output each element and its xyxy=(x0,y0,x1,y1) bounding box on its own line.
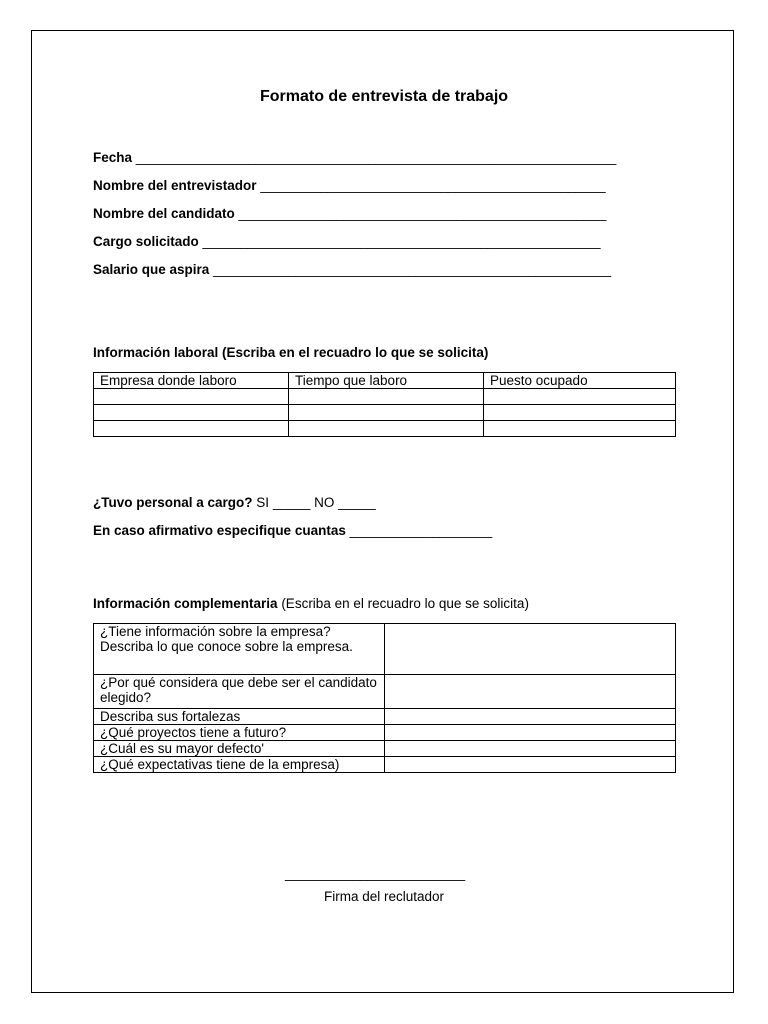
complementary-title xyxy=(93,596,529,611)
candidate-label: Nombre del candidato xyxy=(93,206,235,221)
table-row xyxy=(94,725,676,741)
salary-label: Salario que aspira xyxy=(93,262,210,277)
signature-label: Firma del reclutador xyxy=(323,889,445,904)
work-info-title: Información laboral (Escriba en el recuadro lo que se solicita) xyxy=(93,345,489,360)
page-border xyxy=(31,30,734,993)
staff-yes-label: SI xyxy=(256,495,270,510)
complementary-title-bold: Información complementaria xyxy=(93,596,278,611)
staff-count-field[interactable] xyxy=(93,523,492,538)
staff-no-line[interactable]: _____ xyxy=(338,495,376,510)
staff-question[interactable] xyxy=(93,495,376,510)
question-cell: ¿Por qué considera que debe ser el candidato elegido? xyxy=(94,675,385,709)
staff-count-line[interactable]: ___________________ xyxy=(349,523,493,538)
table-cell[interactable] xyxy=(94,405,289,421)
question-cell: Describa sus fortalezas xyxy=(94,709,385,725)
table-row xyxy=(94,624,676,675)
fecha-field[interactable] xyxy=(93,150,616,165)
table-cell[interactable] xyxy=(289,405,484,421)
answer-cell[interactable] xyxy=(385,741,676,757)
answer-cell[interactable] xyxy=(385,709,676,725)
table-cell[interactable] xyxy=(289,389,484,405)
candidate-line[interactable]: _________________________________________________ xyxy=(238,206,607,221)
header-company: Empresa donde laboro xyxy=(94,373,289,389)
position-field[interactable] xyxy=(93,234,600,249)
table-cell[interactable] xyxy=(484,405,676,421)
question-cell: ¿Qué proyectos tiene a futuro? xyxy=(94,725,385,741)
table-cell[interactable] xyxy=(484,389,676,405)
table-row xyxy=(94,757,676,773)
table-row xyxy=(94,389,676,405)
header-position: Puesto ocupado xyxy=(484,373,676,389)
interviewer-label: Nombre del entrevistador xyxy=(93,178,257,193)
question-cell: ¿Cuál es su mayor defecto' xyxy=(94,741,385,757)
work-info-table xyxy=(93,372,676,437)
position-line[interactable]: _____________________________________________________ xyxy=(202,234,601,249)
candidate-field[interactable] xyxy=(93,206,606,221)
salary-line[interactable]: _____________________________________________________ xyxy=(213,262,612,277)
question-cell: ¿Qué expectativas tiene de la empresa) xyxy=(94,757,385,773)
staff-count-label: En caso afirmativo especifique cuantas xyxy=(93,523,346,538)
answer-cell[interactable] xyxy=(385,757,676,773)
fecha-line[interactable]: ________________________________________________________________ xyxy=(135,150,617,165)
table-header-row xyxy=(94,373,676,389)
answer-cell[interactable] xyxy=(385,725,676,741)
staff-yes-line[interactable]: _____ xyxy=(272,495,311,510)
table-cell[interactable] xyxy=(289,421,484,437)
table-cell[interactable] xyxy=(94,421,289,437)
interviewer-line[interactable]: ______________________________________________ xyxy=(260,178,606,193)
table-row xyxy=(94,741,676,757)
table-row xyxy=(94,675,676,709)
position-label: Cargo solicitado xyxy=(93,234,199,249)
table-cell[interactable] xyxy=(484,421,676,437)
fecha-label: Fecha xyxy=(93,150,133,165)
staff-no-label: NO xyxy=(314,495,335,510)
table-row xyxy=(94,709,676,725)
complementary-table xyxy=(93,623,676,773)
table-row xyxy=(94,405,676,421)
question-cell: ¿Tiene información sobre la empresa? Describa lo que conoce sobre la empresa. xyxy=(94,624,385,675)
answer-cell[interactable] xyxy=(385,675,676,709)
table-cell[interactable] xyxy=(94,389,289,405)
interviewer-field[interactable] xyxy=(93,178,606,193)
salary-field[interactable] xyxy=(93,262,611,277)
staff-question-label: ¿Tuvo personal a cargo? xyxy=(93,495,253,510)
signature-line[interactable]: ________________________ xyxy=(285,866,466,881)
answer-cell[interactable] xyxy=(385,624,676,675)
table-row xyxy=(94,421,676,437)
page-title: Formato de entrevista de trabajo xyxy=(259,88,509,105)
header-time: Tiempo que laboro xyxy=(289,373,484,389)
complementary-subtitle: (Escriba en el recuadro lo que se solicita) xyxy=(281,596,529,611)
